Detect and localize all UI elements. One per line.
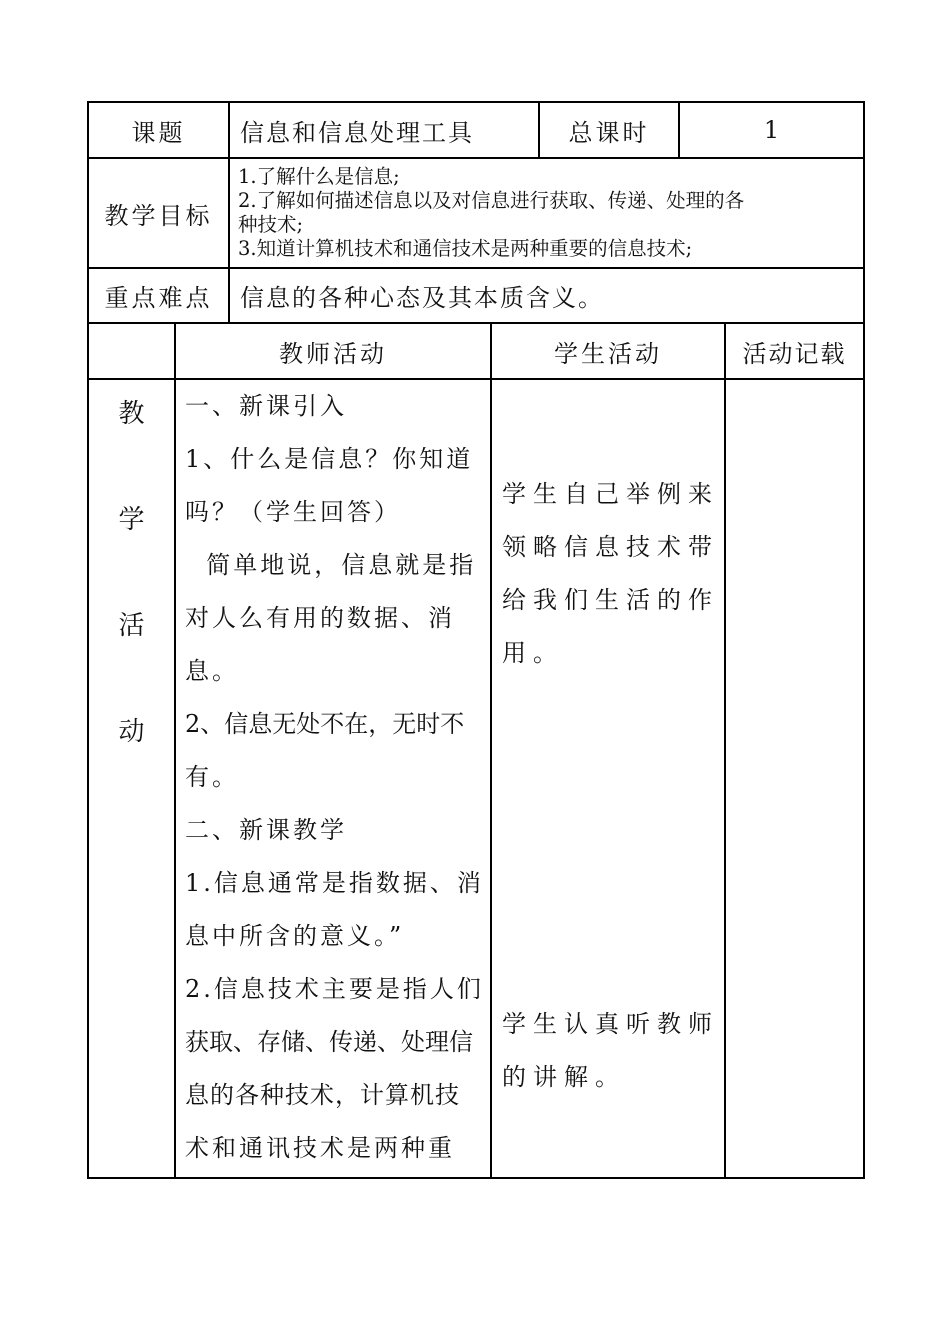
teacher-line: 2.信息技术主要是指人们 bbox=[185, 975, 484, 1003]
student-activity-header: 学生活动 bbox=[491, 323, 725, 379]
teacher-line: 有。 bbox=[185, 763, 239, 791]
teacher-line: 息。 bbox=[185, 657, 239, 685]
activity-table bbox=[87, 322, 865, 1179]
total-hours-value: 1 bbox=[679, 102, 864, 158]
key-points-label: 重点难点 bbox=[88, 268, 229, 323]
teaching-activity-side-label bbox=[88, 379, 175, 1178]
student-line: 的讲解。 bbox=[502, 1063, 626, 1091]
teacher-line: 简单地说，信息就是指 bbox=[185, 551, 477, 579]
lesson-info-table bbox=[87, 101, 865, 324]
teacher-line: 2、信息无处不在，无时不 bbox=[185, 710, 465, 738]
topic-value: 信息和信息处理工具 bbox=[229, 102, 539, 158]
side-char: 活 bbox=[118, 611, 145, 641]
teacher-line: 二、新课教学 bbox=[185, 816, 347, 844]
side-char: 教 bbox=[118, 399, 145, 429]
student-line: 领略信息技术带 bbox=[502, 533, 719, 561]
key-points-value: 信息的各种心态及其本质含义。 bbox=[229, 268, 864, 323]
side-char: 学 bbox=[118, 505, 145, 535]
lesson-plan-document bbox=[87, 101, 863, 1177]
student-line: 学生认真听教师 bbox=[502, 1010, 719, 1038]
teacher-line: 对人么有用的数据、消 bbox=[185, 604, 455, 632]
teacher-line: 吗？（学生回答） bbox=[185, 498, 401, 526]
teacher-line: 息的各种技术，计算机技 bbox=[185, 1081, 460, 1109]
goal-line: 3.知道计算机技术和通信技术是两种重要的信息技术; bbox=[238, 237, 693, 260]
activity-header-empty bbox=[88, 323, 175, 379]
student-activity-block bbox=[502, 468, 719, 680]
student-line: 用。 bbox=[502, 639, 564, 667]
activity-record-header: 活动记载 bbox=[725, 323, 864, 379]
teacher-line: 一、新课引入 bbox=[185, 392, 347, 420]
side-char: 动 bbox=[118, 717, 145, 747]
teacher-activity-header: 教师活动 bbox=[175, 323, 491, 379]
total-hours-label: 总课时 bbox=[539, 102, 679, 158]
topic-label: 课题 bbox=[88, 102, 229, 158]
goal-line: 种技术; bbox=[238, 213, 304, 236]
student-line: 给我们生活的作 bbox=[502, 586, 719, 614]
teacher-activity-content bbox=[175, 379, 491, 1178]
teacher-line: 获取、存储、传递、处理信 bbox=[185, 1028, 473, 1056]
teacher-line: 1、什么是信息？你知道 bbox=[185, 445, 474, 473]
teacher-line: 术和通讯技术是两种重 bbox=[185, 1134, 455, 1162]
teaching-goals-content bbox=[229, 158, 864, 268]
student-activity-block bbox=[502, 998, 719, 1104]
activity-record-cell bbox=[725, 379, 864, 1178]
teacher-line: 1.信息通常是指数据、消 bbox=[185, 869, 484, 897]
teaching-goals-label: 教学目标 bbox=[88, 158, 229, 268]
goal-line: 1.了解什么是信息; bbox=[238, 165, 400, 188]
goal-line: 2.了解如何描述信息以及对信息进行获取、传递、处理的各 bbox=[238, 189, 745, 212]
student-activity-content bbox=[491, 379, 725, 1178]
student-line: 学生自己举例来 bbox=[502, 480, 719, 508]
teacher-line: 息中所含的意义。” bbox=[185, 922, 405, 950]
